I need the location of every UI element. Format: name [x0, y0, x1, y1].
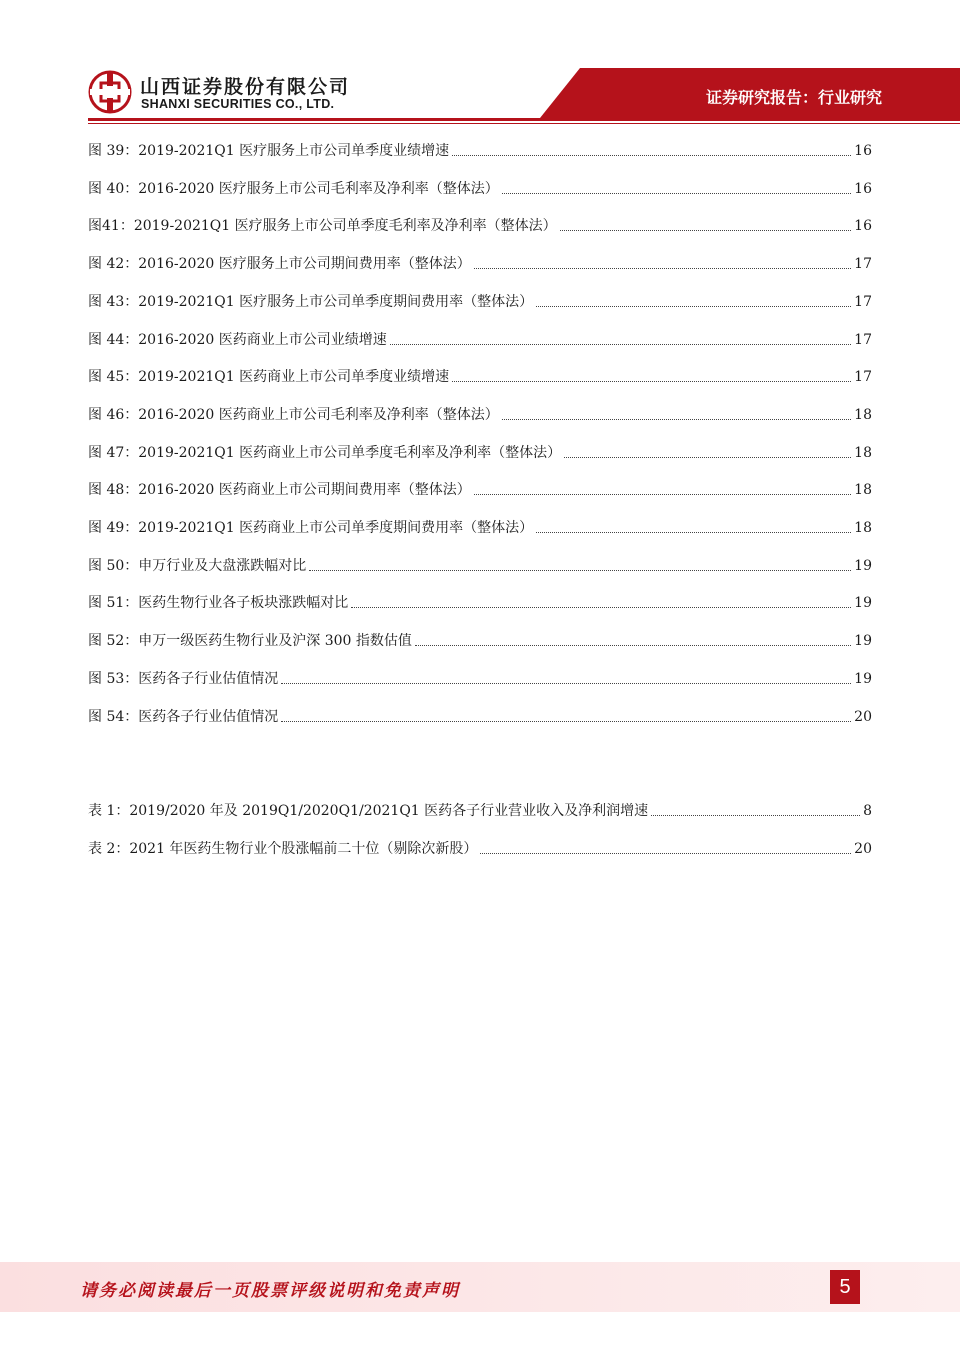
toc-entry-page: 17: [854, 294, 872, 310]
toc-entry[interactable]: [88, 138, 872, 160]
toc-leader-dots: [560, 230, 852, 231]
toc-entry-page: 16: [854, 218, 872, 234]
page-number: 5: [830, 1270, 860, 1304]
toc-entry-label: 图 54：医药各子行业估值情况: [88, 709, 279, 725]
toc-entry-page: 17: [854, 256, 872, 272]
toc-entry[interactable]: [88, 213, 872, 235]
toc-entry[interactable]: [88, 364, 872, 386]
toc-entry-page: 17: [854, 332, 872, 348]
toc-entry-page: 18: [854, 482, 872, 498]
toc-entry-page: 8: [863, 803, 872, 819]
toc-leader-dots: [564, 457, 851, 458]
toc-entry[interactable]: [88, 704, 872, 726]
toc-leader-dots: [452, 381, 851, 382]
toc-entry-label: 表 2：2021 年医药生物行业个股涨幅前二十位（剔除次新股）: [88, 841, 478, 857]
toc-leader-dots: [502, 419, 851, 420]
toc-entry[interactable]: [88, 666, 872, 688]
toc-entry[interactable]: [88, 798, 872, 820]
toc-entry-label: 图 44：2016-2020 医药商业上市公司业绩增速: [88, 332, 387, 348]
toc-entry-page: 19: [854, 558, 872, 574]
toc-leader-dots: [474, 268, 851, 269]
report-type: 证券研究报告：行业研究: [705, 88, 882, 107]
toc-entry[interactable]: [88, 327, 872, 349]
toc-entry-label: 表 1：2019/2020 年及 2019Q1/2020Q1/2021Q1 医药各子行业营业收入及净利润增速: [88, 803, 649, 819]
toc-entry-page: 18: [854, 520, 872, 536]
footer-disclaimer: 请务必阅读最后一页股票评级说明和免责声明: [80, 1281, 460, 1301]
toc-entry[interactable]: [88, 176, 872, 198]
toc-entry-label: 图 39：2019-2021Q1 医疗服务上市公司单季度业绩增速: [88, 143, 450, 159]
toc-leader-dots: [281, 721, 851, 722]
toc-leader-dots: [480, 853, 851, 854]
toc-entry-label: 图 46：2016-2020 医药商业上市公司毛利率及净利率（整体法）: [88, 407, 499, 423]
toc-leader-dots: [351, 607, 851, 608]
toc-entry-page: 19: [854, 595, 872, 611]
toc-entry-label: 图 47：2019-2021Q1 医药商业上市公司单季度毛利率及净利率（整体法）: [88, 445, 562, 461]
toc-leader-dots: [452, 155, 851, 156]
toc-entry-label: 图 40：2016-2020 医疗服务上市公司毛利率及净利率（整体法）: [88, 181, 499, 197]
toc-entry[interactable]: [88, 440, 872, 462]
header-divider-thin: [88, 123, 960, 124]
toc-entry[interactable]: [88, 402, 872, 424]
toc-leader-dots: [651, 815, 860, 816]
toc-entry-page: 17: [854, 369, 872, 385]
toc-entry-label: 图 45：2019-2021Q1 医药商业上市公司单季度业绩增速: [88, 369, 450, 385]
page-footer: [0, 1262, 960, 1312]
toc-leader-dots: [536, 532, 851, 533]
toc-entry-page: 19: [854, 633, 872, 649]
toc-entry-label: 图 48：2016-2020 医药商业上市公司期间费用率（整体法）: [88, 482, 471, 498]
toc-entry-label: 图 42：2016-2020 医疗服务上市公司期间费用率（整体法）: [88, 256, 471, 272]
header-divider: [88, 118, 960, 121]
toc-leader-dots: [309, 570, 851, 571]
company-logo-icon: [88, 70, 132, 114]
toc-entry[interactable]: [88, 836, 872, 858]
toc-entry-page: 18: [854, 407, 872, 423]
toc-entry-label: 图 49：2019-2021Q1 医药商业上市公司单季度期间费用率（整体法）: [88, 520, 534, 536]
toc-entry-label: 图41：2019-2021Q1 医疗服务上市公司单季度毛利率及净利率（整体法）: [88, 218, 557, 234]
toc-leader-dots: [415, 645, 851, 646]
toc-entry[interactable]: [88, 289, 872, 311]
toc-entry-label: 图 50：申万行业及大盘涨跌幅对比: [88, 558, 307, 574]
company-name-cn: 山西证券股份有限公司: [140, 76, 351, 98]
toc-entry[interactable]: [88, 515, 872, 537]
toc-entry-label: 图 43：2019-2021Q1 医疗服务上市公司单季度期间费用率（整体法）: [88, 294, 534, 310]
toc-entry-page: 16: [854, 143, 872, 159]
toc-entry-page: 20: [854, 841, 872, 857]
toc-entry[interactable]: [88, 628, 872, 650]
toc-leader-dots: [281, 683, 851, 684]
toc-entry-label: 图 52：申万一级医药生物行业及沪深 300 指数估值: [88, 633, 412, 649]
toc-entry[interactable]: [88, 590, 872, 612]
toc-leader-dots: [502, 193, 851, 194]
toc-leader-dots: [474, 494, 851, 495]
toc-leader-dots: [390, 344, 851, 345]
toc-entry-label: 图 51：医药生物行业各子板块涨跌幅对比: [88, 595, 349, 611]
toc-entry[interactable]: [88, 477, 872, 499]
toc-entry-page: 20: [854, 709, 872, 725]
toc-entry-page: 18: [854, 445, 872, 461]
toc-entry-page: 19: [854, 671, 872, 687]
company-name-en: SHANXI SECURITIES CO., LTD.: [141, 97, 335, 111]
toc-leader-dots: [536, 306, 851, 307]
toc-entry[interactable]: [88, 251, 872, 273]
toc-entry-page: 16: [854, 181, 872, 197]
page-header: [0, 0, 960, 125]
toc-entry[interactable]: [88, 553, 872, 575]
toc-entry-label: 图 53：医药各子行业估值情况: [88, 671, 279, 687]
